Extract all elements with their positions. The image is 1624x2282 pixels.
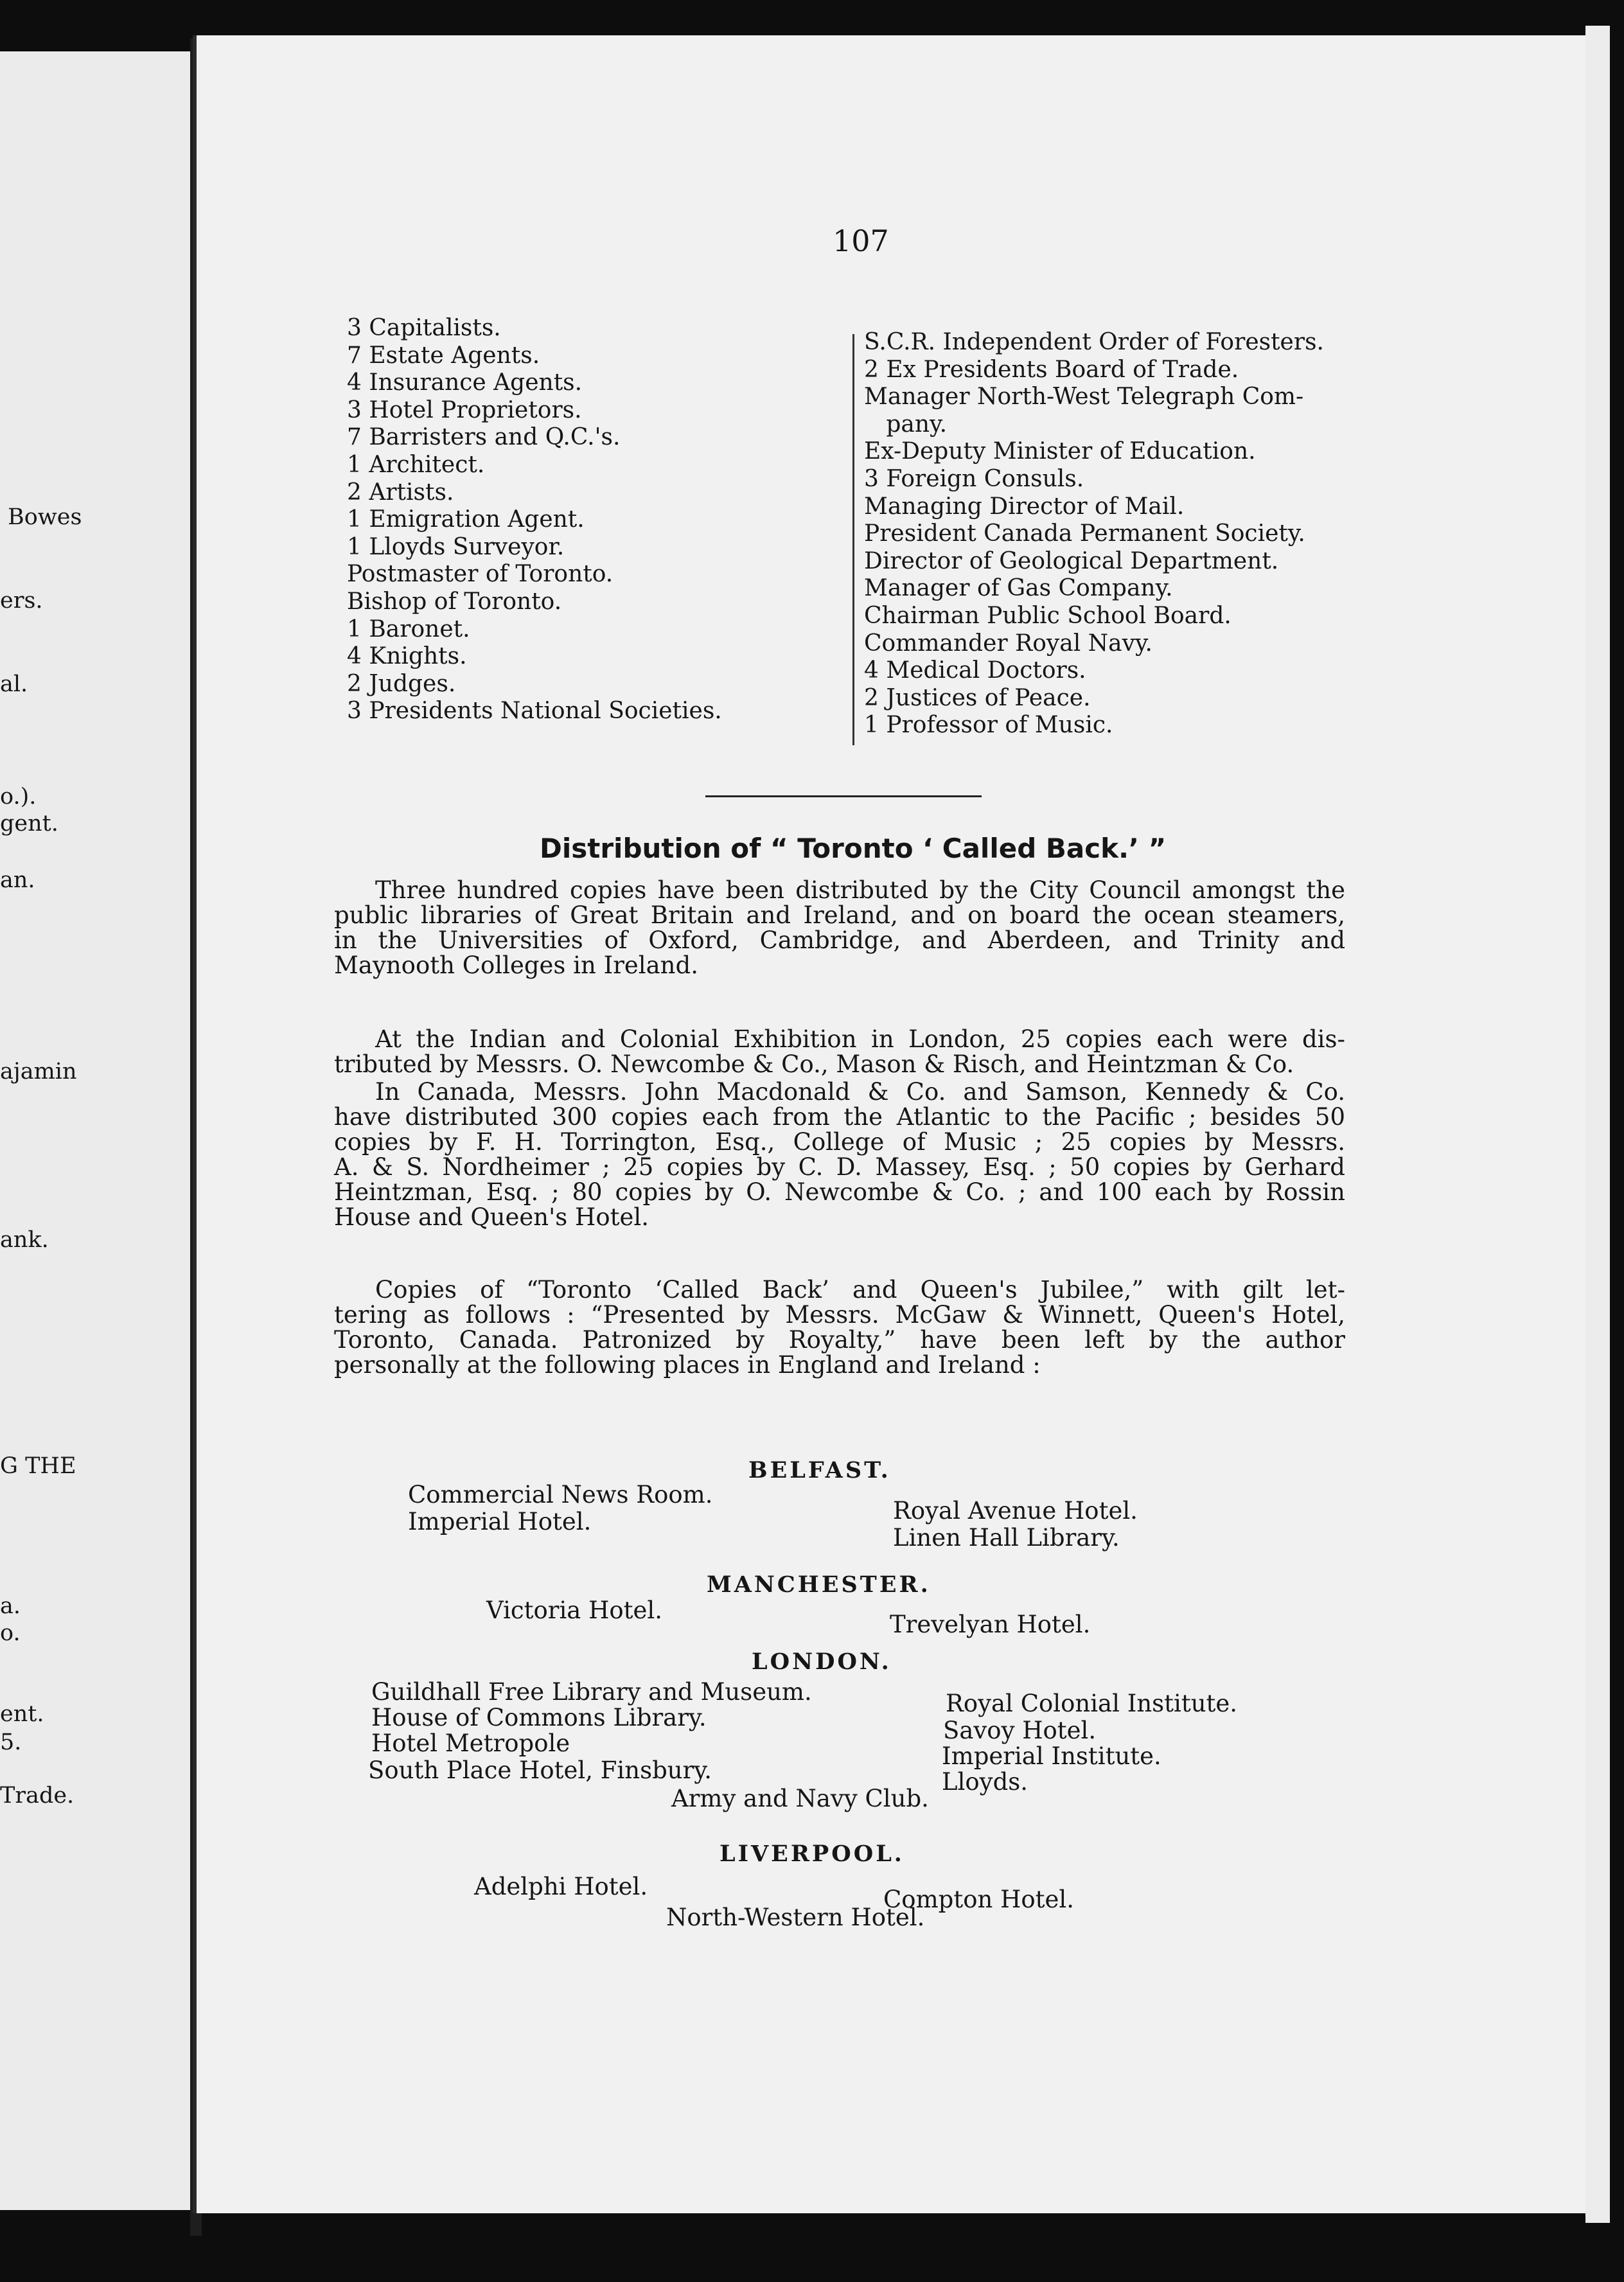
text-line: tributed by Messrs. O. Newcombe & Co., Mason & Risch, and Heintzman & Co. [334, 1050, 1294, 1078]
text-line: House and Queen's Hotel. [334, 1203, 649, 1231]
place-item: Army and Navy Club. [671, 1785, 929, 1812]
paragraph [334, 1027, 1345, 1077]
place-item: Victoria Hotel. [486, 1597, 663, 1624]
list-item: 1 Architect. [347, 451, 485, 478]
left-facing-page [0, 51, 193, 2210]
place-item: Linen Hall Library. [893, 1524, 1120, 1552]
left-page-text-fragment: ers. [0, 588, 43, 614]
list-item: 1 Emigration Agent. [347, 506, 585, 533]
paragraph [334, 1079, 1345, 1230]
list-item: 2 Judges. [347, 670, 456, 697]
list-item: 7 Estate Agents. [347, 342, 540, 369]
place-item: Hotel Metropole [371, 1729, 570, 1757]
left-page-text-fragment: an. [0, 867, 35, 893]
attendees-right-list [864, 329, 1324, 739]
text-line: In Canada, Messrs. John Macdonald & Co. and Samson, Kennedy & Co. [375, 1078, 1345, 1106]
left-page-text-fragment: a. [0, 1593, 21, 1619]
list-item: Manager North-West Telegraph Com- [864, 384, 1304, 411]
left-page-text-fragment: al. [0, 671, 28, 697]
section-rule [705, 795, 982, 797]
list-item: 3 Capitalists. [347, 315, 501, 341]
place-item: Imperial Hotel. [408, 1508, 592, 1535]
left-page-text-fragment: Bowes [8, 504, 82, 530]
city-heading-london: LONDON. [752, 1649, 892, 1675]
page-number: 107 [833, 224, 889, 258]
left-page-text-fragment: ajamin [0, 1059, 77, 1084]
left-page-text-fragment: ank. [0, 1227, 49, 1253]
place-item: Compton Hotel. [883, 1886, 1074, 1913]
list-item: Ex-Deputy Minister of Education. [864, 438, 1256, 465]
text-line: copies by F. H. Torrington, Esq., College of Music ; 25 copies by Messrs. [334, 1128, 1345, 1156]
text-line: Copies of “Toronto ‘Called Back’ and Queen's Jubilee,” with gilt let- [375, 1276, 1345, 1304]
left-page-text-fragment: G THE [0, 1453, 76, 1479]
page-edge [1585, 26, 1610, 2223]
text-line: Toronto, Canada. Patronized by Royalty,” have been left by the author [334, 1326, 1345, 1354]
list-item: Managing Director of Mail. [864, 493, 1185, 520]
place-item: South Place Hotel, Finsbury. [368, 1756, 712, 1784]
left-page-text-fragment: ent. [0, 1701, 44, 1727]
list-item: 3 Foreign Consuls. [864, 465, 1084, 492]
list-item: Manager of Gas Company. [864, 575, 1173, 602]
text-line: At the Indian and Colonial Exhibition in London, 25 copies each were dis- [375, 1025, 1345, 1053]
text-line: personally at the following places in England and Ireland : [334, 1351, 1041, 1379]
list-item: 4 Medical Doctors. [864, 657, 1086, 684]
text-line: A. & S. Nordheimer ; 25 copies by C. D. Massey, Esq. ; 50 copies by Gerhard [334, 1153, 1345, 1181]
place-item: Guildhall Free Library and Museum. [371, 1678, 812, 1706]
text-line: Three hundred copies have been distributed by the City Council amongst the [375, 876, 1345, 904]
attendees-left-list [347, 315, 722, 725]
column-divider [852, 334, 854, 745]
list-item: 2 Artists. [347, 479, 454, 506]
place-item: Royal Avenue Hotel. [893, 1497, 1138, 1525]
text-line: tering as follows : “Presented by Messrs. McGaw & Winnett, Queen's Hotel, [334, 1301, 1345, 1329]
list-item: 7 Barristers and Q.C.'s. [347, 424, 621, 451]
city-heading-belfast: BELFAST. [748, 1457, 891, 1483]
list-item: 3 Hotel Proprietors. [347, 396, 582, 423]
list-item: Director of Geological Department. [864, 547, 1279, 574]
list-item: S.C.R. Independent Order of Foresters. [864, 329, 1324, 355]
list-item: Commander Royal Navy. [864, 630, 1152, 657]
place-item: North-Western Hotel. [666, 1904, 925, 1931]
list-item: Chairman Public School Board. [864, 602, 1231, 629]
text-line: Maynooth Colleges in Ireland. [334, 951, 698, 979]
list-item: 1 Baronet. [347, 615, 470, 642]
list-item: 4 Insurance Agents. [347, 369, 583, 396]
left-page-text-fragment: o. [0, 1620, 21, 1646]
list-item: 2 Ex Presidents Board of Trade. [864, 356, 1239, 383]
city-heading-manchester: MANCHESTER. [707, 1571, 931, 1598]
list-item: Postmaster of Toronto. [347, 561, 613, 588]
paragraph [334, 1277, 1345, 1377]
left-page-text-fragment: 5. [0, 1729, 22, 1755]
text-line: Heintzman, Esq. ; 80 copies by O. Newcombe & Co. ; and 100 each by Rossin [334, 1178, 1345, 1206]
text-line: have distributed 300 copies each from the Atlantic to the Pacific ; besides 50 [334, 1103, 1345, 1131]
left-page-text-fragment: gent. [0, 811, 58, 836]
place-item: Commercial News Room. [408, 1481, 713, 1508]
list-item: 3 Presidents National Societies. [347, 698, 722, 725]
place-item: House of Commons Library. [371, 1704, 707, 1731]
place-item: Royal Colonial Institute. [946, 1690, 1238, 1717]
list-item: 2 Justices of Peace. [864, 684, 1091, 711]
list-item: 1 Professor of Music. [864, 712, 1113, 739]
left-page-text-fragment: Trade. [0, 1783, 75, 1809]
place-item: Imperial Institute. [942, 1742, 1161, 1770]
section-title: Distribution of “ Toronto ‘ Called Back.’ ” [540, 833, 1167, 864]
paragraph [334, 878, 1345, 978]
place-item: Adelphi Hotel. [474, 1873, 648, 1900]
text-line: in the Universities of Oxford, Cambridge, and Aberdeen, and Trinity and [334, 926, 1345, 954]
list-item: Bishop of Toronto. [347, 588, 562, 615]
city-heading-liverpool: LIVERPOOL. [719, 1841, 905, 1867]
place-item: Savoy Hotel. [943, 1717, 1097, 1744]
place-item: Lloyds. [942, 1768, 1028, 1796]
list-item: President Canada Permanent Society. [864, 520, 1305, 547]
left-page-text-fragment: o.). [0, 784, 37, 809]
text-line: public libraries of Great Britain and Ireland, and on board the ocean steamers, [334, 901, 1345, 929]
place-item: Trevelyan Hotel. [890, 1611, 1091, 1638]
list-item: 1 Lloyds Surveyor. [347, 533, 565, 560]
list-item: 4 Knights. [347, 643, 467, 670]
list-item: pany. [864, 411, 948, 438]
